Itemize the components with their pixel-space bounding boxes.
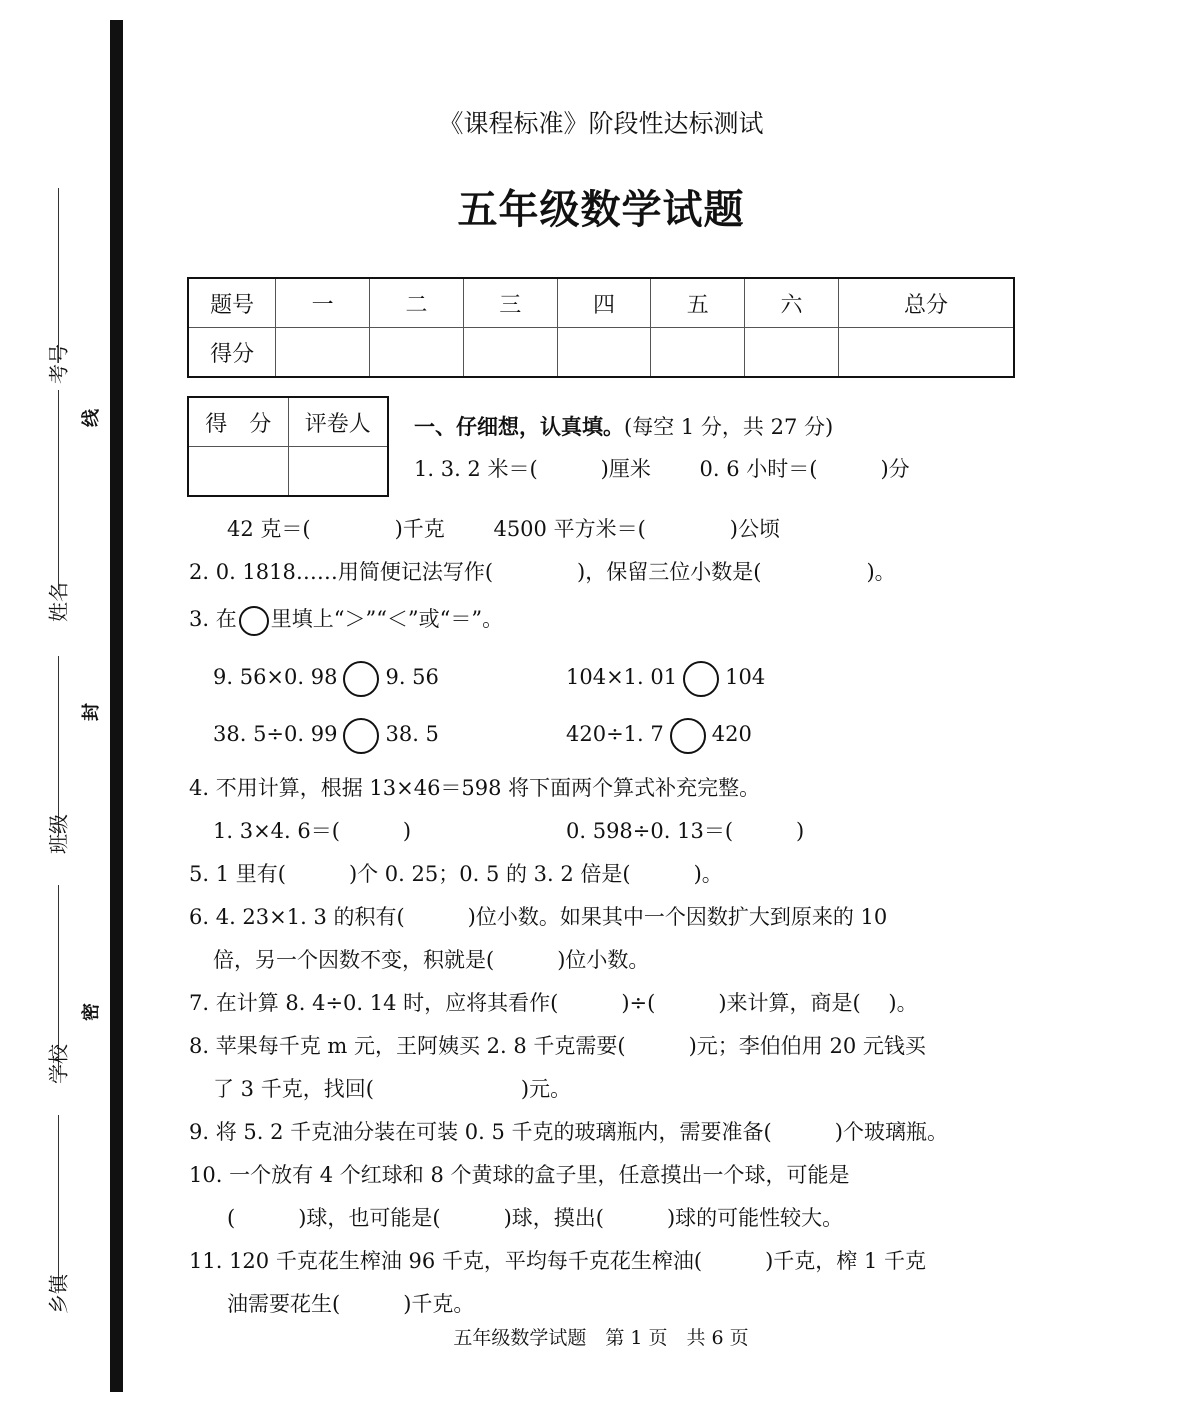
score-entry-cell[interactable] xyxy=(838,328,1014,378)
question-3-suffix: 里填上“＞”“＜”或“＝”。 xyxy=(270,607,504,631)
section-heading-title: 一、仔细想，认真填。 xyxy=(414,414,624,439)
question-8b: 了 3 千克，找回( )元。 xyxy=(213,1077,572,1101)
question-4a: 1. 3×4. 6＝( ) xyxy=(213,819,412,843)
compare-item xyxy=(566,716,752,754)
score-entry-cell[interactable] xyxy=(276,328,370,378)
compare-circle[interactable] xyxy=(343,718,379,754)
table-cell: 三 xyxy=(463,278,557,328)
table-cell: 得分 xyxy=(188,328,276,378)
compare-circle[interactable] xyxy=(343,661,379,697)
score-entry-cell[interactable] xyxy=(557,328,651,378)
compare-right: 104 xyxy=(725,665,766,689)
score-entry-cell[interactable] xyxy=(463,328,557,378)
compare-circle[interactable] xyxy=(670,718,706,754)
compare-item xyxy=(213,716,439,754)
question-11b: 油需要花生( )千克。 xyxy=(227,1292,475,1316)
compare-right: 9. 56 xyxy=(385,665,439,689)
section-heading xyxy=(414,411,833,441)
town-line xyxy=(58,1115,59,1290)
question-2: 2. 0. 1818……用简便记法写作( )，保留三位小数是( )。 xyxy=(189,560,896,584)
question-5: 5. 1 里有( )个 0. 25；0. 5 的 3. 2 倍是( )。 xyxy=(189,862,723,886)
score-table-header-row xyxy=(188,278,1014,328)
circle-example-icon xyxy=(239,606,269,636)
question-11a: 11. 120 千克花生榨油 96 千克，平均每千克花生榨油( )千克，榨 1 千克 xyxy=(189,1249,926,1273)
score-entry-cell[interactable] xyxy=(370,328,464,378)
question-6a: 6. 4. 23×1. 3 的积有( )位小数。如果其中一个因数扩大到原来的 10 xyxy=(189,905,888,929)
question-8a: 8. 苹果每千克 m 元，王阿姨买 2. 8 千克需要( )元；李伯伯用 20 元钱买 xyxy=(189,1034,926,1058)
grader-score-cell[interactable] xyxy=(188,447,288,497)
question-1b: 42 克＝( )千克 4500 平方米＝( )公顷 xyxy=(227,517,780,541)
question-3 xyxy=(189,604,503,636)
compare-circle[interactable] xyxy=(683,661,719,697)
score-entry-cell[interactable] xyxy=(651,328,745,378)
question-10a: 10. 一个放有 4 个红球和 8 个黄球的盒子里，任意摸出一个球，可能是 xyxy=(189,1163,850,1187)
grader-reviewer-label: 评卷人 xyxy=(288,397,388,447)
grader-reviewer-cell[interactable] xyxy=(288,447,388,497)
compare-item xyxy=(566,659,765,697)
question-6b: 倍，另一个因数不变，积就是( )位小数。 xyxy=(213,948,650,972)
section-heading-note: (每空 1 分，共 27 分) xyxy=(624,415,834,439)
table-cell: 一 xyxy=(276,278,370,328)
compare-right: 420 xyxy=(711,722,752,746)
question-9: 9. 将 5. 2 千克油分装在可装 0. 5 千克的玻璃瓶内，需要准备( )个玻璃瓶。 xyxy=(189,1120,948,1144)
question-7: 7. 在计算 8. 4÷0. 14 时，应将其看作( )÷( )来计算，商是( )。 xyxy=(189,991,918,1015)
exam-subtitle: 《课程标准》阶段性达标测试 xyxy=(438,109,764,138)
table-cell: 四 xyxy=(557,278,651,328)
score-entry-cell[interactable] xyxy=(745,328,839,378)
question-3-prefix: 3. 在 xyxy=(189,607,237,631)
class-line xyxy=(58,656,59,836)
grader-score-label: 得 分 xyxy=(188,397,288,447)
class-label: 班级 xyxy=(46,814,71,854)
compare-left: 104×1. 01 xyxy=(566,665,678,689)
compare-item xyxy=(213,659,439,697)
question-10b: ( )球，也可能是( )球，摸出( )球的可能性较大。 xyxy=(227,1206,844,1230)
score-table-score-row xyxy=(188,328,1014,378)
grader-table xyxy=(187,396,389,497)
question-4: 4. 不用计算，根据 13×46＝598 将下面两个算式补充完整。 xyxy=(189,776,761,800)
table-cell: 六 xyxy=(745,278,839,328)
compare-left: 38. 5÷0. 99 xyxy=(213,722,338,746)
compare-right: 38. 5 xyxy=(385,722,439,746)
page-footer: 五年级数学试题 第 1 页 共 6 页 xyxy=(453,1327,749,1349)
table-cell: 总分 xyxy=(838,278,1014,328)
table-cell: 二 xyxy=(370,278,464,328)
table-cell: 题号 xyxy=(188,278,276,328)
question-4b: 0. 598÷0. 13＝( ) xyxy=(566,819,805,843)
name-line xyxy=(58,390,59,590)
table-cell: 五 xyxy=(651,278,745,328)
name-label: 姓名 xyxy=(46,582,71,622)
exam-number-label: 考号 xyxy=(46,344,71,384)
town-label: 乡镇 xyxy=(46,1274,71,1314)
score-table xyxy=(187,277,1015,378)
school-label: 学校 xyxy=(46,1044,71,1084)
question-1a: 1. 3. 2 米＝( )厘米 0. 6 小时＝( )分 xyxy=(414,457,910,481)
exam-title: 五年级数学试题 xyxy=(457,186,745,233)
seal-char-secret: 密 xyxy=(81,1003,102,1021)
compare-left: 9. 56×0. 98 xyxy=(213,665,338,689)
seal-char-seal: 封 xyxy=(81,703,102,721)
seal-char-line: 线 xyxy=(81,409,102,427)
compare-left: 420÷1. 7 xyxy=(566,722,664,746)
